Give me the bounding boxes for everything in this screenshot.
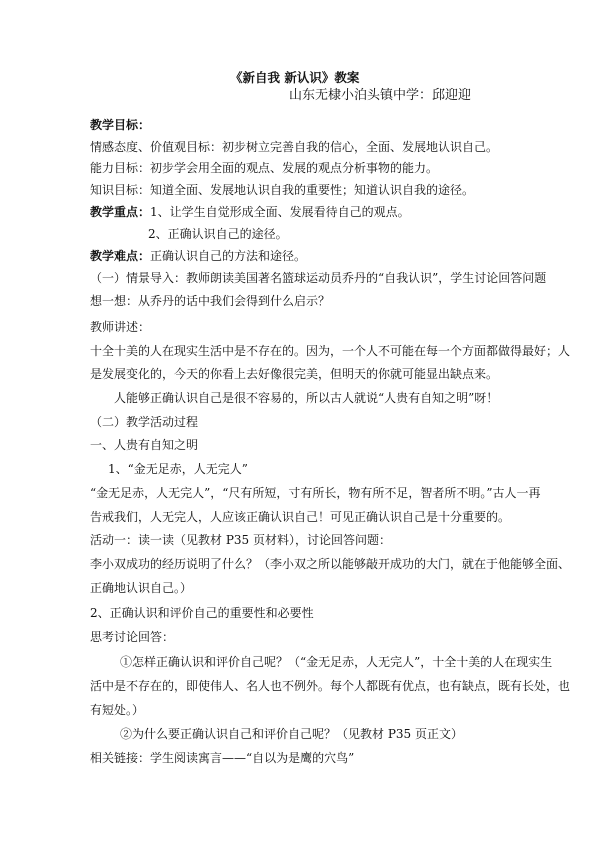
difficulty-line [90, 248, 306, 264]
goal-ability: 能力目标：初步学会用全面的观点、发展的观点分析事物的能力。 [90, 161, 439, 175]
doc-title: 《新自我 新认识》教案 [230, 70, 360, 85]
quote-line-1: “金无足赤，人无完人”，“尺有所短，寸有所长，物有所不足，智者所不明。”古人一再 [90, 486, 541, 500]
activity-line: 活动一：读一读（见教材 P35 页材料），讨论回答问题： [90, 533, 391, 547]
teacher-label: 教师讲述： [90, 320, 151, 334]
intro-line-2: 想一想：从乔丹的话中我们会得到什么启示？ [90, 294, 331, 308]
related-link-text: 学生阅读寓言——“自以为是鹰的穴鸟” [150, 751, 355, 765]
key-point-2: 2、正确认识自己的途径。 [148, 227, 288, 241]
para1-line-1: 十全十美的人在现实生活中是不存在的。因为，一个人不可能在每一个方面都做得最好；人 [90, 344, 571, 358]
subsection-2-heading: 2、正确认识和评价自己的重要性和必要性 [90, 606, 314, 620]
difficulty-label: 教学难点： [90, 249, 151, 263]
question-1-line-3: 有短处。） [90, 703, 145, 717]
li-line-1: 李小双成功的经历说明了什么？（李小双之所以能够敲开成功的大门，就在于他能够全面、 [90, 557, 571, 571]
related-link-label: 相关链接： [90, 751, 151, 765]
question-1-line-1: ①怎样正确认识和评价自己呢？（“金无足赤，人无完人”，十全十美的人在现实生 [120, 655, 553, 669]
para1-line-3: 人能够正确认识自己是很不容易的，所以古人就说“人贵有自知之明”呀！ [114, 391, 499, 405]
section-1-heading: 一、人贵有自知之明 [90, 438, 199, 452]
goals-heading: 教学目标： [90, 118, 151, 132]
para1-line-2: 是发展变化的，今天的你看上去好像很完美，但明天的你就可能显出缺点来。 [90, 367, 499, 381]
think-label: 思考讨论回答： [90, 630, 175, 644]
key-points-label: 教学重点： [90, 205, 151, 219]
question-2: ②为什么要正确认识自己和评价自己呢？（见教材 P35 页正文） [120, 727, 463, 741]
li-line-2: 正确地认识自己。） [90, 581, 193, 595]
goal-knowledge: 知识目标：知道全面、发展地认识自我的重要性；知道认识自我的途径。 [90, 183, 475, 197]
doc-author: 山东无棣小泊头镇中学：邱迎迎 [289, 88, 472, 103]
question-1-line-2: 活中是不存在的，即使伟人、名人也不例外。每个人都既有优点，也有缺点，既有长处，也 [90, 679, 571, 693]
goal-emotion: 情感态度、价值观目标：初步树立完善自我的信心，全面、发展地认识自己。 [90, 140, 499, 154]
related-link-line [90, 750, 354, 766]
intro-line-1: （一）情景导入：教师朗读美国著名篮球运动员乔丹的“自我认识”，学生讨论回答问题 [90, 271, 547, 285]
process-heading: （二）教学活动过程 [90, 415, 199, 429]
difficulty-text: 正确认识自己的方法和途径。 [150, 249, 307, 263]
key-points-line [90, 204, 410, 220]
subsection-1-heading: 1、“金无足赤，人无完人” [108, 462, 248, 476]
key-point-1: 1、让学生自觉形成全面、发展看待自己的观点。 [150, 205, 410, 219]
quote-line-2: 告戒我们，人无完人，人应该正确认识自己！可见正确认识自己是十分重要的。 [90, 510, 511, 524]
